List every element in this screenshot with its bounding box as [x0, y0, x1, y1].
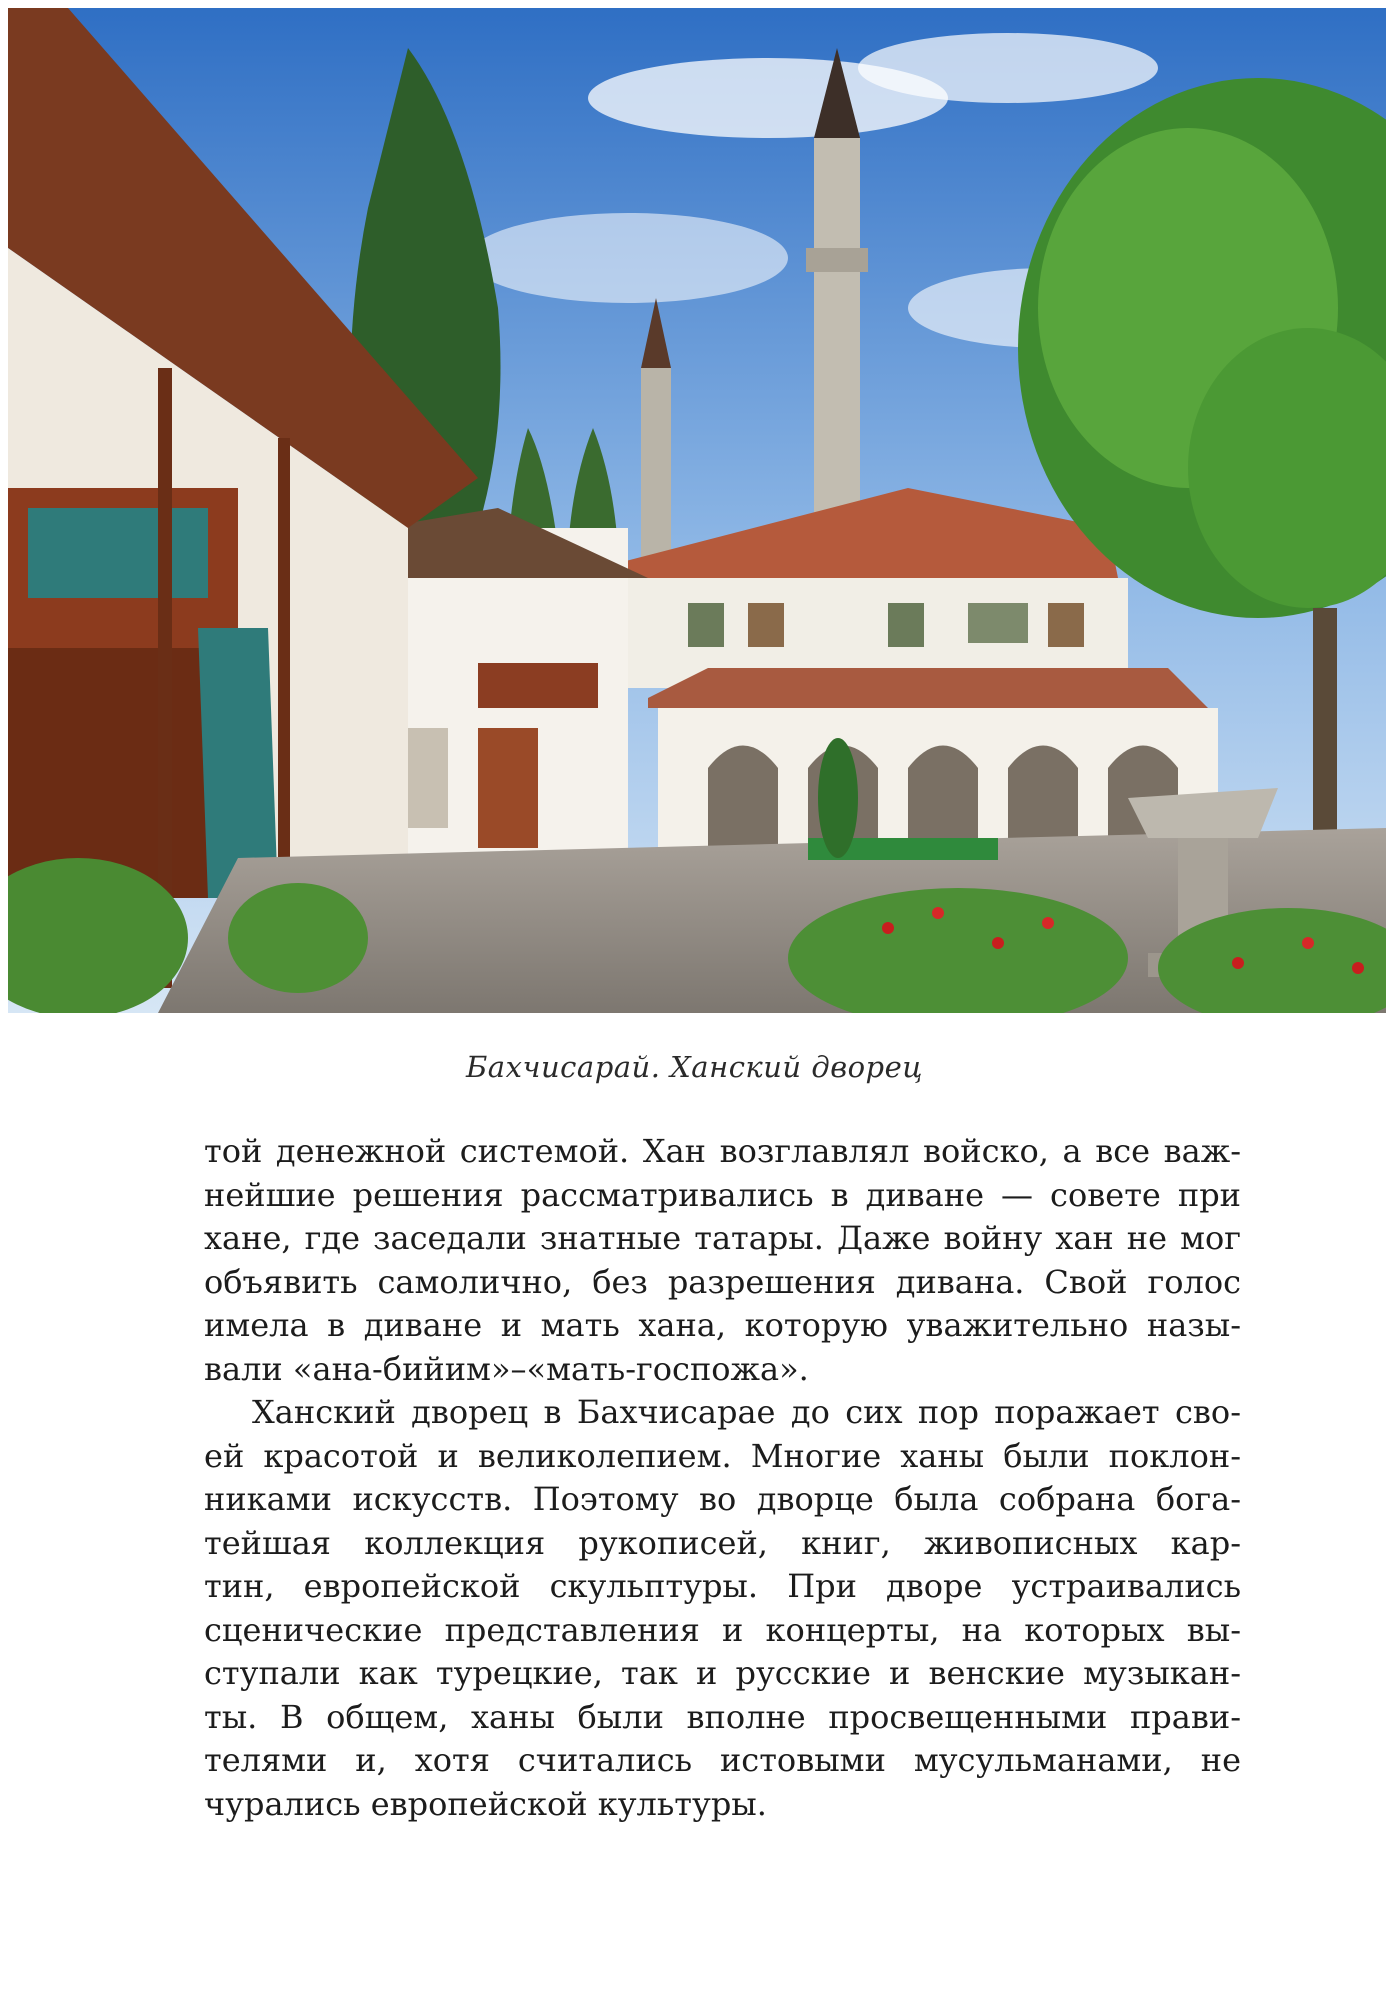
- text-line: объявить самолично, без разрешения дивана. Свой голос: [204, 1262, 1241, 1301]
- text-line: тин, европейской скульптуры. При дворе устраивались: [204, 1567, 1241, 1605]
- palace-photo: [8, 8, 1386, 1013]
- palace-illustration: [8, 8, 1386, 1013]
- text-line: Ханский дворец в Бахчисарае до сих пор поражает сво-: [252, 1393, 1241, 1431]
- text-line: тейшая коллекция рукописей, книг, живописных кар-: [204, 1523, 1241, 1562]
- text-line: никами искусств. Поэтому во дворце была собрана бога-: [204, 1480, 1241, 1518]
- text-line: нейшие решения рассматривались в диване — совете при: [204, 1175, 1241, 1214]
- text-line: хане, где заседали знатные татары. Даже войну хан не мог: [204, 1219, 1241, 1257]
- paragraph-2: [204, 1391, 1241, 1826]
- text-line: вали «ана-бийим»–«мать-госпожа».: [204, 1349, 809, 1388]
- text-line: ты. В общем, ханы были вполне просвещенными прави-: [204, 1697, 1241, 1736]
- photo-caption: Бахчисарай. Ханский дворец: [465, 1050, 924, 1084]
- text-line: той денежной системой. Хан возглавлял войско, а все важ-: [204, 1132, 1241, 1170]
- text-line: телями и, хотя считались истовыми мусульманами, не: [204, 1741, 1241, 1779]
- paragraph-1: [204, 1130, 1241, 1391]
- text-line: ей красотой и великолепием. Многие ханы были поклон-: [204, 1436, 1241, 1475]
- body-text: [204, 1130, 1241, 1826]
- text-line: чурались европейской культуры.: [204, 1784, 767, 1823]
- text-line: сценические представления и концерты, на которых вы-: [204, 1610, 1241, 1649]
- text-line: имела в диване и мать хана, которую уважительно назы-: [204, 1306, 1241, 1344]
- text-line: ступали как турецкие, так и русские и венские музыкан-: [204, 1654, 1241, 1692]
